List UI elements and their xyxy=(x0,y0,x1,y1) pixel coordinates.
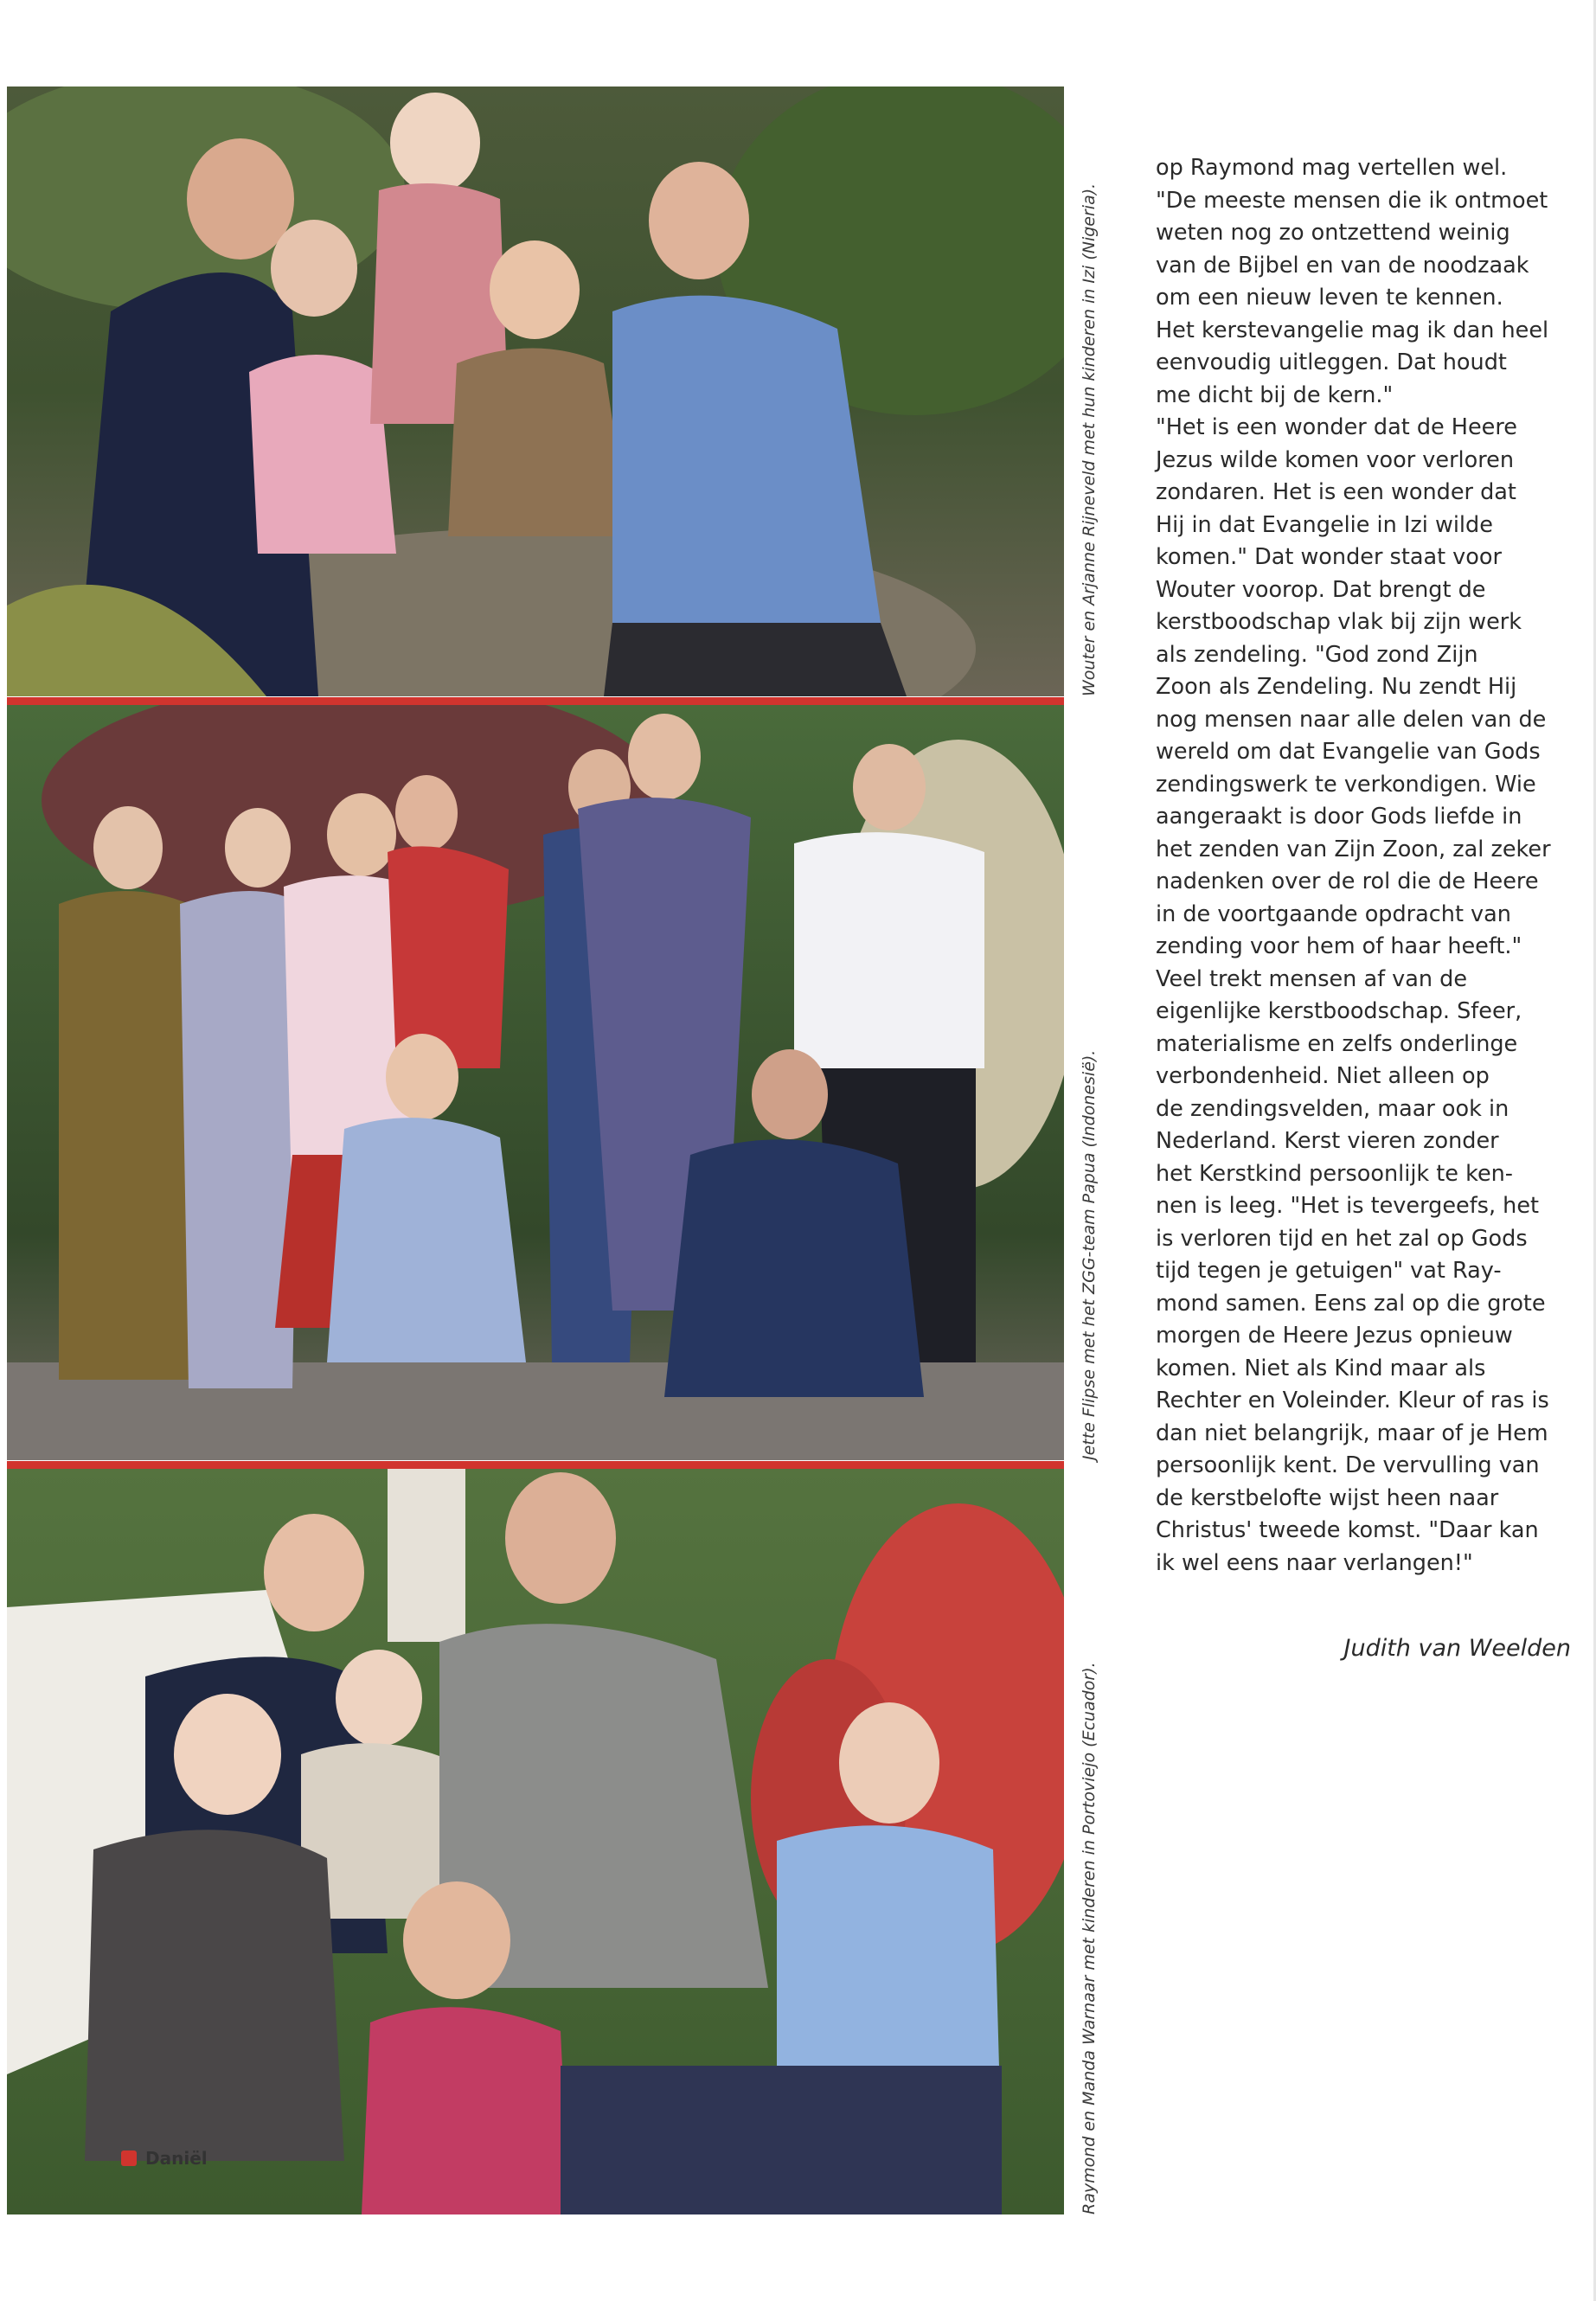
article-line: materialisme en zelfs onderlinge xyxy=(1156,1030,1518,1057)
article-line: nadenken over de rol die de Heere xyxy=(1156,868,1539,894)
article-line: morgen de Heere Jezus opnieuw xyxy=(1156,1323,1513,1349)
article-line: de kerstbelofte wijst heen naar xyxy=(1156,1484,1499,1511)
article-body xyxy=(1156,152,1575,1580)
article-line: nen is leeg. "Het is tevergeefs, het xyxy=(1156,1193,1540,1219)
article-line: Nederland. Kerst vieren zonder xyxy=(1156,1128,1499,1154)
photo-family-nigeria xyxy=(7,87,1064,696)
article-line: Jezus wilde komen voor verloren xyxy=(1156,446,1515,473)
article-line: komen." Dat wonder staat voor xyxy=(1156,544,1502,570)
article-line: "Het is een wonder dat de Heere xyxy=(1156,414,1517,440)
article-line: wereld om dat Evangelie van Gods xyxy=(1156,739,1541,765)
red-square-icon xyxy=(121,2150,137,2166)
article-line: als zendeling. "God zond Zijn xyxy=(1156,641,1478,668)
article-line: Veel trekt mensen af van de xyxy=(1156,965,1468,992)
article-line: Het kerstevangelie mag ik dan heel xyxy=(1156,317,1549,343)
article-line: van de Bijbel en van de noodzaak xyxy=(1156,252,1529,279)
article-line: ik wel eens naar verlangen!" xyxy=(1156,1549,1473,1576)
article-line: in de voortgaande opdracht van xyxy=(1156,901,1511,927)
article-line: komen. Niet als Kind maar als xyxy=(1156,1355,1486,1381)
article-line: tijd tegen je getuigen" vat Ray- xyxy=(1156,1258,1502,1284)
article-line: me dicht bij de kern." xyxy=(1156,381,1394,408)
article-line: Wouter voorop. Dat brengt de xyxy=(1156,576,1486,603)
article-line: eigenlijke kerstboodschap. Sfeer, xyxy=(1156,998,1522,1024)
article-line: is verloren tijd en het zal op Gods xyxy=(1156,1225,1528,1252)
article-line: zondaren. Het is een wonder dat xyxy=(1156,479,1516,505)
article-line: zendingswerk te verkondigen. Wie xyxy=(1156,771,1536,798)
article-line: eenvoudig uitleggen. Dat houdt xyxy=(1156,349,1507,375)
article-line: Rechter en Voleinder. Kleur of ras is xyxy=(1156,1388,1549,1413)
article-line: op Raymond mag vertellen wel. xyxy=(1156,155,1508,181)
article-line: dan niet belangrijk, maar of je Hem xyxy=(1156,1420,1548,1446)
article-line: verbondenheid. Niet alleen op xyxy=(1156,1063,1490,1089)
article-line: het Kerstkind persoonlijk te ken- xyxy=(1156,1160,1514,1187)
article-line: persoonlijk kent. De vervulling van xyxy=(1156,1452,1540,1478)
photo-caption: Wouter en Arjanne Rijneveld met hun kinderen in Izi (Nigeria). xyxy=(1080,183,1099,696)
red-divider xyxy=(7,697,1064,705)
magazine-name: Daniël xyxy=(145,2148,208,2169)
author-byline: Judith van Weelden xyxy=(1343,1635,1571,1662)
photo-team-papua xyxy=(7,705,1064,1460)
photo-caption: Jette Flipse met het ZGG-team Papua (Indonesië). xyxy=(1080,1049,1099,1460)
article-line: aangeraakt is door Gods liefde in xyxy=(1156,804,1522,830)
photo-caption: Raymond en Manda Warnaar met kinderen in Portoviejo (Ecuador). xyxy=(1080,1662,1099,2214)
article-line: de zendingsvelden, maar ook in xyxy=(1156,1095,1509,1122)
article-line: nog mensen naar alle delen van de xyxy=(1156,706,1547,733)
photo-family-ecuador xyxy=(7,1469,1064,2214)
article-line: "De meeste mensen die ik ontmoet xyxy=(1156,187,1548,214)
article-line: Zoon als Zendeling. Nu zendt Hij xyxy=(1156,674,1517,700)
article-line: Christus' tweede komst. "Daar kan xyxy=(1156,1517,1539,1543)
article-line: mond samen. Eens zal op die grote xyxy=(1156,1290,1546,1317)
article-line: het zenden van Zijn Zoon, zal zeker xyxy=(1156,836,1551,862)
article-line: om een nieuw leven te kennen. xyxy=(1156,285,1503,311)
article-line: zending voor hem of haar heeft." xyxy=(1156,933,1522,959)
article-line: Hij in dat Evangelie in Izi wilde xyxy=(1156,511,1493,538)
magazine-page-tag xyxy=(121,2148,208,2169)
article-line: weten nog zo ontzettend weinig xyxy=(1156,220,1510,246)
red-divider xyxy=(7,1461,1064,1469)
article-line: kerstboodschap vlak bij zijn werk xyxy=(1156,609,1522,635)
